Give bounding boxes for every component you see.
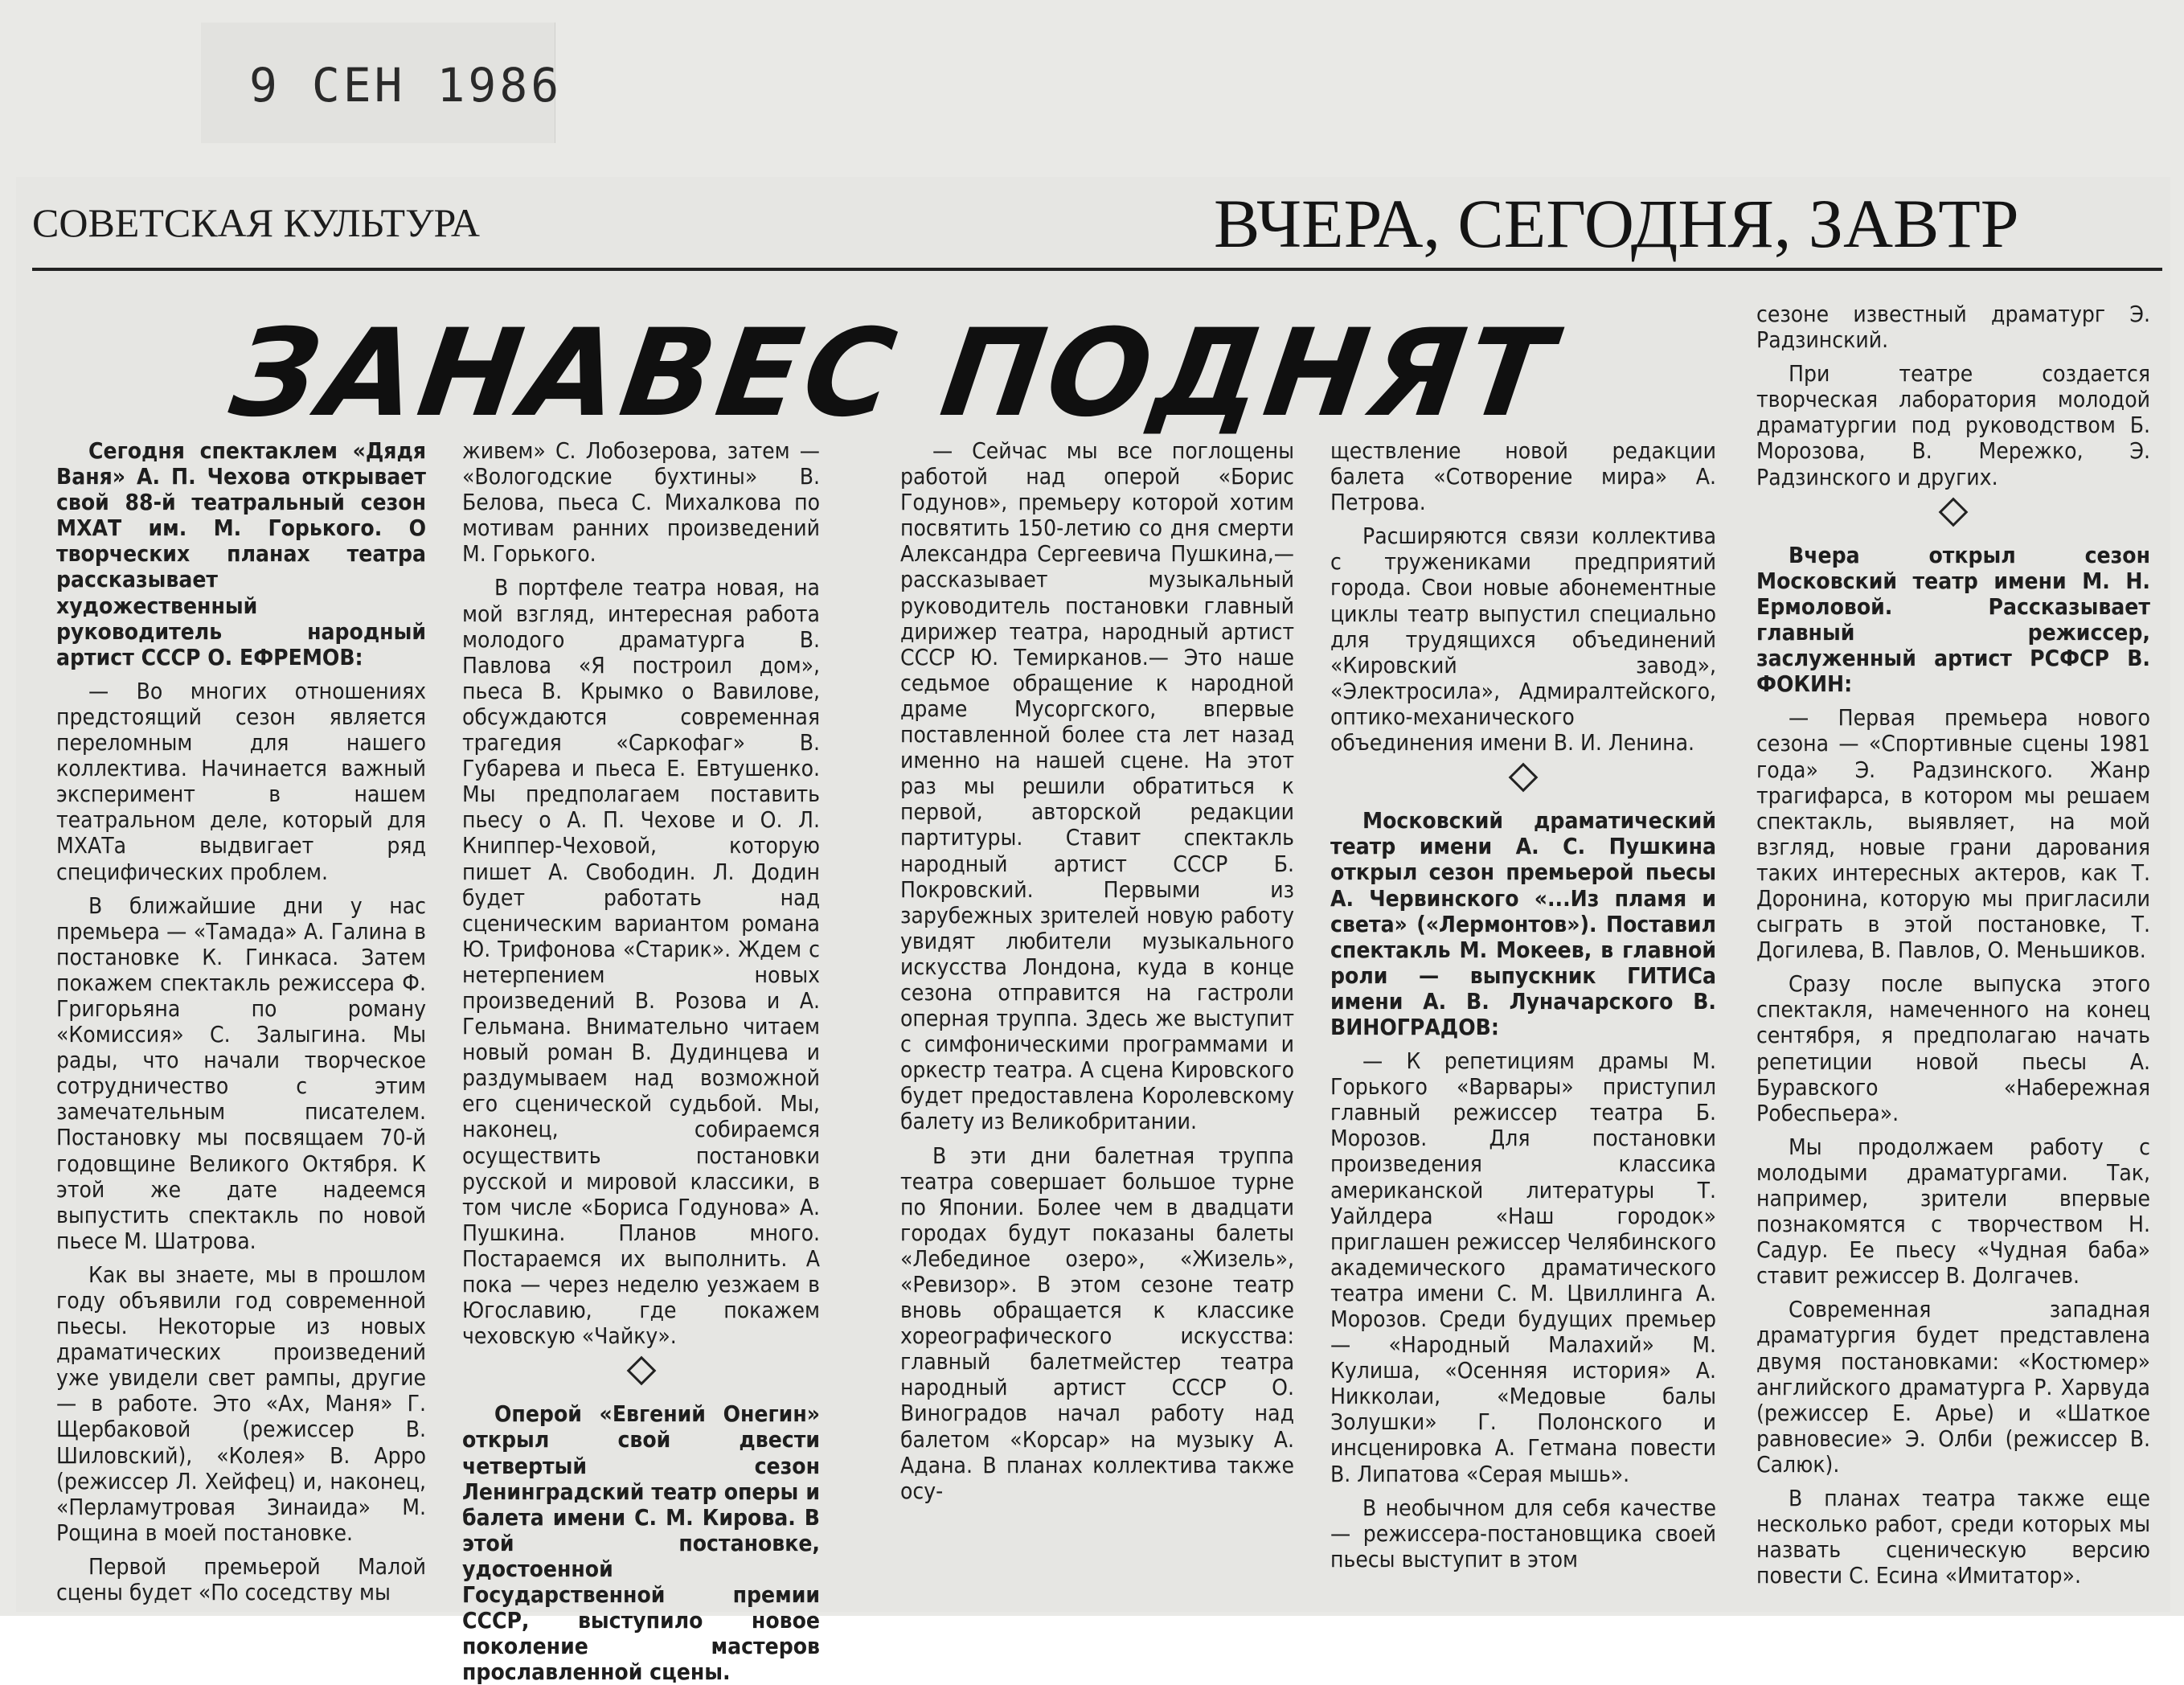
body-paragraph: — Первая премьера нового сезона — «Спортивные сцены 1981 года» Э. Радзинского. Жанр трагифарса, в котором мы решаем спектакль, выявляет, на мой взгляд, новые грани дарования таких интересных актеров, как Т. Доронина, которую мы пригласили сыграть в этой постановке, Т. Догилева, В. Павлов, О. Меньшиков. xyxy=(1756,704,2150,964)
article-headline: ЗАНАВЕС ПОДНЯТ xyxy=(223,304,1564,444)
article-column-3 xyxy=(900,438,1294,1596)
intro-paragraph: Оперой «Евгений Онегин» открыл свой двести четвертый сезон Ленинградский театр оперы и балета имени С. М. Кирова. В этой постановке, удостоенной Государственной премии СССР, выступило новое поколение мастеров прославленной сцены. xyxy=(462,1400,820,1685)
section-divider-diamond-icon xyxy=(462,1360,820,1387)
body-paragraph: ществление новой редакции балета «Сотворение мира» А. Петрова. xyxy=(1330,437,1716,516)
body-paragraph: Как вы знаете, мы в прошлом году объявили год современной пьесы. Некоторые из новых драматических произведений уже увидели свет рампы, другие — в работе. Это «Ах, Маня» Г. Щербаковой (режиссер В. Шиловский), «Колея» В. Арро (режиссер Л. Хейфец) и, наконец, «Перламутровая Зинаида» М. Рощина в моей постановке. xyxy=(56,1261,426,1546)
body-paragraph: Первой премьерой Малой сцены будет «По соседству мы xyxy=(56,1552,426,1606)
body-paragraph: В необычном для себя качестве — режиссера-постановщика своей пьесы выступит в этом xyxy=(1330,1494,1716,1572)
body-paragraph: сезоне известный драматург Э. Радзинский. xyxy=(1756,301,2150,354)
section-rubric: ВЧЕРА, СЕГОДНЯ, ЗАВТР xyxy=(1214,185,2019,262)
body-paragraph: В ближайшие дни у нас премьера — «Тамада» А. Галина в постановке К. Гинкаса. Затем покажем спектакль режиссера Ф. Григорьяна по роману «Комиссия» С. Залыгина. Мы рады, что начали творческое сотрудничество с этим замечательным писателем. Постановку мы посвящаем 70-й годовщине Великого Октября. К этой же дате надеемся выпустить спектакль по новой пьесе М. Шатрова. xyxy=(56,892,426,1254)
body-paragraph: — Во многих отношениях предстоящий сезон является переломным для нашего коллектива. Начинается важный эксперимент в нашем театральном деле, который для МХАТа выдвигает ряд специфических проблем. xyxy=(56,677,426,885)
body-paragraph: — К репетициям драмы М. Горького «Варвары» приступил главный режиссер театра Б. Морозов. Для постановки произведения классика американской литературы Т. Уайлдера «Наш городок» приглашен режиссер Челябинского академического драматического театра имени С. М. Цвиллинга А. Морозов. Среди будущих премьер — «Народный Малахий» М. Кулиша, «Осенняя история» А. Никколаи, «Медовые балы Золушки» Г. Полонского и инсценировка А. Гетмана повести В. Липатова «Серая мышь». xyxy=(1330,1047,1716,1487)
body-paragraph: В эти дни балетная труппа театра совершает большое турне по Японии. Более чем в двадцати городах будут показаны балеты «Лебединое озеро», «Жизель», «Ревизор». В этом сезоне театр вновь обращается к классике хореографического искусства: главный балетмейстер театра народный артист СССР О. Виноградов начал работу над балетом «Корсар» на музыку А. Адана. В планах коллектива также осу- xyxy=(900,1142,1294,1504)
intro-paragraph: Московский драматический театр имени А. С. Пушкина открыл сезон премьерой пьесы А. Червинского «...Из пламя и света» («Лермонтов»). Поставил спектакль М. Мокеев, в главной роли — выпускник ГИТИСа имени А. В. Луначарского В. ВИНОГРАДОВ: xyxy=(1330,807,1716,1040)
body-paragraph: — Сейчас мы все поглощены работой над оперой «Борис Годунов», премьеру которой хотим посвятить 150-летию со дня смерти Александра Сергеевича Пушкина,— рассказывает музыкальный руководитель постановки главный дирижер театра, народный артист СССР Ю. Темирканов.— Это наше седьмое обращение к народной драме Мусоргского, впервые поставленной более ста лет назад именно на нашей сцене. На этот раз мы решили обратиться к первой, авторской редакции партитуры. Ставит спектакль народный артист СССР Б. Покровский. Первыми из зарубежных зрителей новую работу увидят любители музыкального искусства Лондона, куда в конце сезона отправится на гастроли оперная труппа. Здесь же выступит с симфоническими программами и оркестр театра. А сцена Кировского будет предоставлена Королевскому балету из Великобритании. xyxy=(900,437,1294,1135)
section-divider-diamond-icon xyxy=(1756,502,2150,528)
article-column-5 xyxy=(1756,301,2150,1596)
body-paragraph: Расширяются связи коллектива с тружениками предприятий города. Свои новые абонементные циклы театр выпустил специально для трудящихся объединений «Кировский завод», «Электросила», Адмиралтейского, оптико-механического объединения имени В. И. Ленина. xyxy=(1330,523,1716,756)
body-paragraph: Сразу после выпуска этого спектакля, намеченного на конец сентября, я предполагаю начать репетиции новой пьесы А. Буравского «Набережная Робеспьера». xyxy=(1756,970,2150,1126)
body-paragraph: При театре создается творческая лаборатория молодой драматургии под руководством Б. Морозова, В. Мережко, Э. Радзинского и других. xyxy=(1756,360,2150,490)
intro-paragraph: Сегодня спектаклем «Дядя Ваня» А. П. Чехова открывает свой 88-й театральный сезон МХАТ им. М. Горького. О творческих планах театра рассказывает художественный руководитель народный артист СССР О. ЕФРЕМОВ: xyxy=(56,437,426,670)
article-column-2 xyxy=(462,437,820,1685)
body-paragraph: живем» С. Лобозерова, затем — «Вологодские бухтины» В. Белова, пьеса С. Михалкова по мотивам ранних произведений М. Горького. xyxy=(462,437,820,568)
date-stamp: 9 СЕН 1986 xyxy=(249,58,563,113)
intro-paragraph: Вчера открыл сезон Московский театр имени М. Н. Ермоловой. Рассказывает главный режиссер, заслуженный артист РСФСР В. ФОКИН: xyxy=(1756,541,2150,698)
article-column-4 xyxy=(1330,438,1716,1596)
body-paragraph: Современная западная драматургия будет представлена двумя постановками: «Костюмер» английского драматурга Р. Харвуда (режиссер Е. Арье) и «Шаткое равновесие» Э. Олби (режиссер В. Салюк). xyxy=(1756,1296,2150,1478)
newspaper-title: СОВЕТСКАЯ КУЛЬТУРА xyxy=(32,200,480,245)
body-paragraph: В портфеле театра новая, на мой взгляд, интересная работа молодого драматурга В. Павлова «Я построил дом», пьеса В. Крымко о Вавилове, обсуждаются современная трагедия «Саркофаг» В. Губарева и пьеса Е. Евтушенко. Мы предполагаем поставить пьесу о А. П. Чехове и О. Л. Книппер-Чеховой, которую пишет А. Свободин. Л. Додин будет работать над сценическим вариантом романа Ю. Трифонова «Старик». Ждем с нетерпением новых произведений В. Розова и А. Гельмана. Внимательно читаем новый роман В. Дудинцева и раздумываем над возможной его сценической судьбой. Мы, наконец, собираемся осуществить постановки русской и мировой классики, в том числе «Бориса Годунова» А. Пушкина. Планов много. Постараемся их выполнить. А пока — через неделю уезжаем в Югославию, где покажем чеховскую «Чайку». xyxy=(462,574,820,1350)
body-paragraph: В планах театра также еще несколько работ, среди которых мы назвать сценическую версию повести С. Есина «Имитатор». xyxy=(1756,1485,2150,1589)
body-paragraph: Мы продолжаем работу с молодыми драматургами. Так, например, зрители впервые познакомятся с творчеством Н. Садур. Ее пьесу «Чудная баба» ставит режиссер В. Долгачев. xyxy=(1756,1133,2150,1289)
section-divider-diamond-icon xyxy=(1330,767,1716,793)
masthead-rule xyxy=(32,268,2162,271)
article-column-1 xyxy=(56,437,426,1606)
